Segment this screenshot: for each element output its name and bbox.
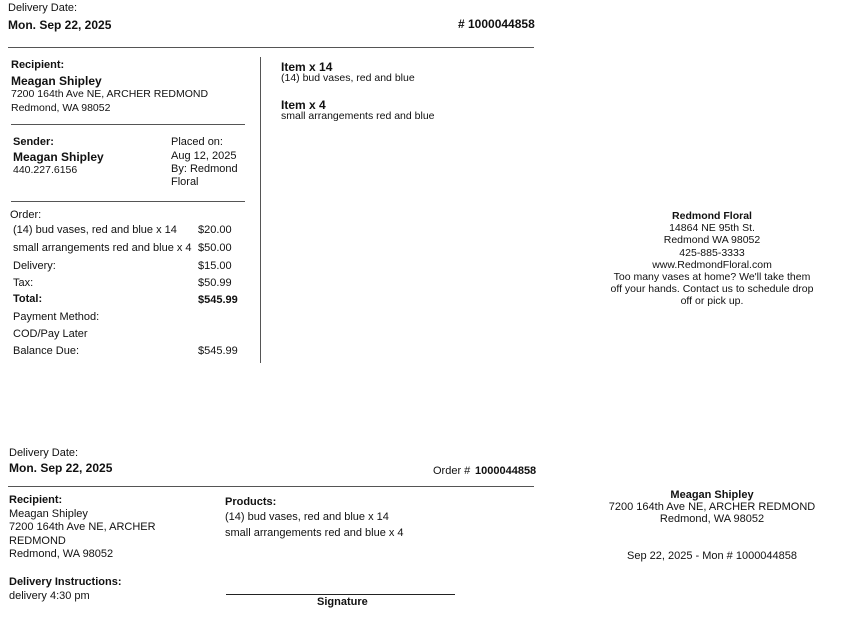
shop-phone: 425-885-3333: [679, 246, 745, 259]
shop-website: www.RedmondFloral.com: [652, 258, 772, 271]
placed-by-line-1: By: Redmond: [171, 163, 238, 175]
order-line-label: (14) bud vases, red and blue x 14: [13, 224, 177, 236]
order-label: Order:: [10, 209, 42, 221]
column-divider: [260, 57, 261, 363]
slip-product: small arrangements red and blue x 4: [225, 527, 404, 539]
address-label: [592, 489, 832, 526]
slip-delivery-date-label: Delivery Date:: [9, 447, 79, 459]
delivery-fee-label: Delivery:: [13, 260, 56, 272]
slip-recipient-address: REDMOND: [9, 535, 66, 547]
shop-name: Redmond Floral: [672, 210, 752, 222]
item-description: small arrangements red and blue: [281, 110, 435, 122]
slip-recipient-address: Redmond, WA 98052: [9, 548, 114, 560]
slip-recipient-label: Recipient:: [9, 494, 63, 506]
placed-on-date: Aug 12, 2025: [171, 150, 237, 162]
slip-product: (14) bud vases, red and blue x 14: [225, 511, 389, 523]
tax-amount: $50.99: [198, 277, 232, 289]
sender-label: Sender:: [13, 136, 54, 148]
header-divider: [8, 47, 534, 48]
sender-divider: [11, 201, 245, 202]
slip-recipient-name: Meagan Shipley: [9, 508, 88, 520]
order-line-amount: $20.00: [198, 224, 232, 236]
shop-message: off your hands. Contact us to schedule drop: [610, 283, 814, 296]
payment-method-label: Payment Method:: [13, 311, 100, 323]
recipient-label: Recipient:: [11, 59, 65, 71]
label-name: Meagan Shipley: [670, 489, 754, 501]
item-title: Item x 14: [281, 60, 333, 74]
sender-name: Meagan Shipley: [13, 150, 104, 164]
slip-order-label: Order #: [433, 465, 471, 477]
shop-info: [592, 210, 832, 308]
item-title: Item x 4: [281, 98, 326, 112]
tax-label: Tax:: [13, 277, 34, 289]
order-line-amount: $50.00: [198, 242, 232, 254]
placed-by-line-2: Floral: [171, 176, 199, 188]
slip-order-number: 1000044858: [475, 465, 537, 477]
shop-address: 14864 NE 95th St.: [669, 222, 755, 235]
total-amount: $545.99: [198, 294, 238, 306]
item-description: (14) bud vases, red and blue: [281, 72, 415, 84]
balance-due-amount: $545.99: [198, 345, 238, 357]
payment-method-value: COD/Pay Later: [13, 328, 88, 340]
placed-on-label: Placed on:: [171, 136, 223, 148]
order-line-label: small arrangements red and blue x 4: [13, 242, 192, 254]
delivery-date: Mon. Sep 22, 2025: [8, 18, 112, 32]
slip-recipient-address: 7200 164th Ave NE, ARCHER: [9, 521, 156, 533]
recipient-name: Meagan Shipley: [11, 74, 102, 88]
slip-divider: [8, 486, 534, 487]
sender-phone: 440.227.6156: [13, 164, 78, 176]
balance-due-label: Balance Due:: [13, 345, 80, 357]
recipient-address-1: 7200 164th Ave NE, ARCHER REDMOND: [11, 88, 209, 100]
signature-line: [226, 594, 455, 595]
slip-instructions: delivery 4:30 pm: [9, 590, 90, 602]
slip-products-label: Products:: [225, 496, 277, 508]
slip-delivery-date: Mon. Sep 22, 2025: [9, 461, 113, 475]
shop-message: off or pick up.: [680, 295, 744, 308]
delivery-date-label: Delivery Date:: [8, 2, 78, 14]
recipient-divider: [11, 124, 245, 125]
recipient-address-2: Redmond, WA 98052: [11, 102, 111, 114]
signature-label: Signature: [317, 596, 368, 608]
label-reference: Sep 22, 2025 - Mon # 1000044858: [626, 550, 798, 562]
shop-city: Redmond WA 98052: [663, 234, 761, 247]
shop-message: Too many vases at home? We'll take them: [613, 271, 811, 284]
total-label: Total:: [13, 293, 43, 305]
delivery-fee-amount: $15.00: [198, 260, 232, 272]
label-address: Redmond, WA 98052: [659, 513, 765, 526]
slip-instructions-label: Delivery Instructions:: [9, 576, 122, 588]
label-address: 7200 164th Ave NE, ARCHER REDMOND: [608, 501, 816, 514]
order-number: # 1000044858: [458, 17, 535, 31]
